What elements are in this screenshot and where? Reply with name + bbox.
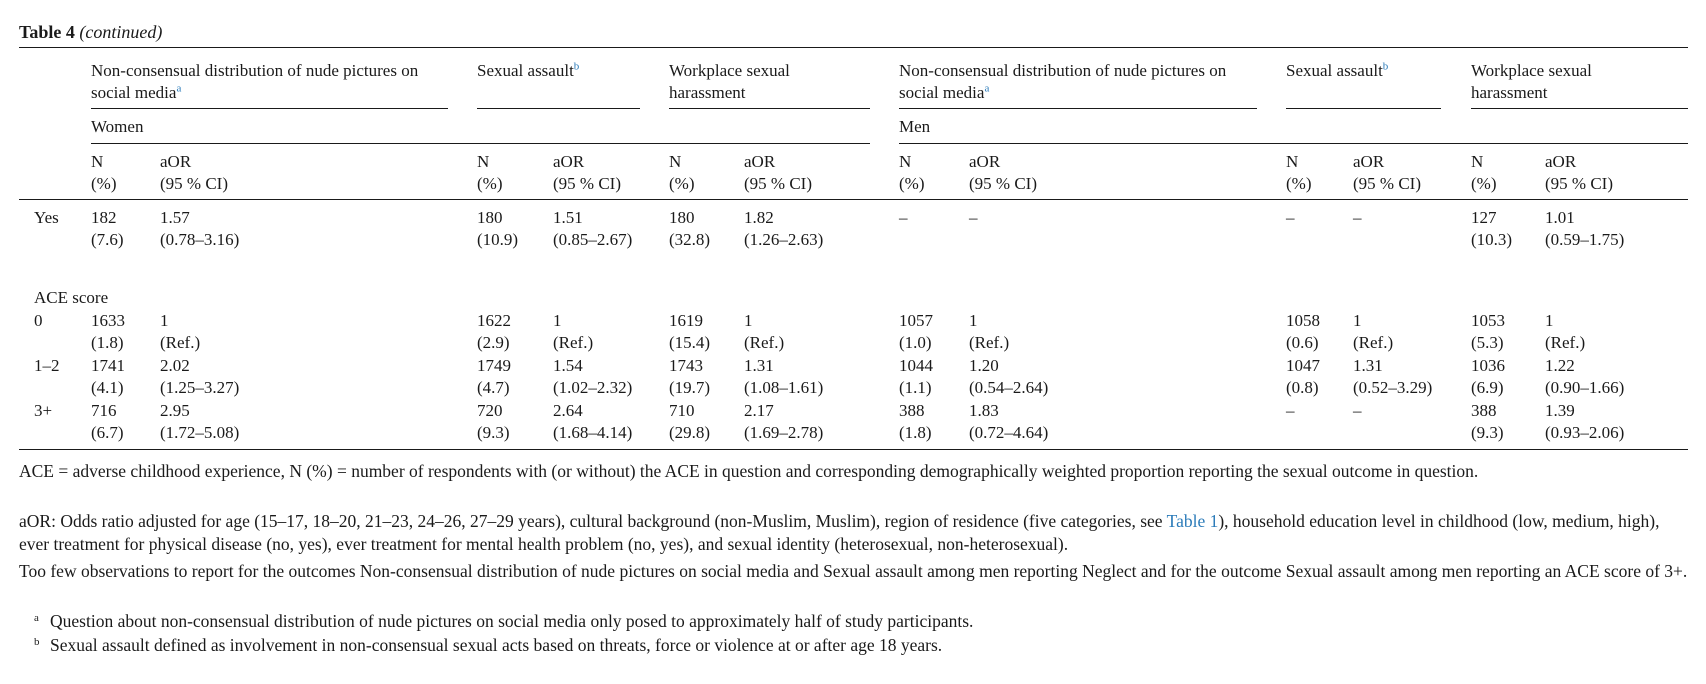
cell: 1.20 (0.54–2.64) [969,356,1049,397]
cell: 1.82 (1.26–2.63) [744,208,824,249]
header-men-sa: Sexual assault$^b$ [1286,60,1389,80]
subheader-c3-aor: aOR (95 % CI) [744,152,812,193]
subheader-c4-n: N (%) [899,152,925,193]
cell: 1047 (0.8) [1286,356,1320,397]
cell: – [899,208,908,227]
cell: 1 (Ref.) [1353,311,1394,352]
cell: 182 (7.6) [91,208,124,249]
footnote-aor-definition: aOR: Odds ratio adjusted for age (15–17, 18–20, 21–23, 24–26, 27–29 years), cultural background (non-Muslim, Muslim), region of residence (five categories, see Table 1), household education level in childhood (low, medium, high), ever treatment for physical disease (no, yes), ever treatment for mental health problem (no, yes), and sexual identity (heterosexual, non-heterosexual). [19,511,1660,554]
cell: 180 (10.9) [477,208,519,249]
rule-women-ncd [91,108,448,109]
cell: 1058 (0.6) [1286,311,1320,352]
cell: 1.51 (0.85–2.67) [553,208,633,249]
cell: 716 (6.7) [91,401,124,442]
subheader-c4-aor: aOR (95 % CI) [969,152,1037,193]
cell: – [1353,208,1362,227]
cell: 1.57 (0.78–3.16) [160,208,240,249]
subheader-c6-aor: aOR (95 % CI) [1545,152,1613,193]
table-bottom-rule [19,449,1688,450]
header-women-ncd: Non-consensual distribution of nude pictures on social media$^a$ [91,61,419,102]
header-women-wsh: Workplace sexual harassment [669,61,790,102]
cell: 1 (Ref.) [969,311,1010,352]
cell: 127 (10.3) [1471,208,1513,249]
row-label-yes: Yes [34,208,59,227]
table-label: Table 4 [19,22,75,42]
top-rule [19,47,1688,48]
cell: 1.83 (0.72–4.64) [969,401,1049,442]
cell: 2.64 (1.68–4.14) [553,401,633,442]
cell: 1 (Ref.) [1545,311,1586,352]
cell: 1743 (19.7) [669,356,711,397]
rule-men-sa [1286,108,1441,109]
cell: 388 (1.8) [899,401,932,442]
subheader-c5-aor: aOR (95 % CI) [1353,152,1421,193]
cell: 1057 (1.0) [899,311,933,352]
subheader-c2-n: N (%) [477,152,503,193]
header-bottom-rule [19,199,1688,200]
cell: 1.01 (0.59–1.75) [1545,208,1625,249]
cell: – [1353,401,1362,420]
cell: 1749 (4.7) [477,356,511,397]
rule-women-wsh [669,108,870,109]
cell: – [1286,208,1295,227]
cell: 1053 (5.3) [1471,311,1505,352]
cell: 1.31 (0.52–3.29) [1353,356,1433,397]
group-women: Women [91,117,144,136]
row-label: 3+ [34,401,53,420]
cell: 1 (Ref.) [744,311,785,352]
cell: 1.22 (0.90–1.66) [1545,356,1625,397]
rule-women-sa [477,108,640,109]
cell: 1619 (15.4) [669,311,711,352]
subheader-c1-aor: aOR (95 % CI) [160,152,228,193]
cell: 388 (9.3) [1471,401,1504,442]
table-1-link[interactable]: Table 1 [1166,511,1219,531]
subheader-c3-n: N (%) [669,152,695,193]
rule-men-ncd [899,108,1257,109]
cell: 1.54 (1.02–2.32) [553,356,633,397]
subheader-c6-n: N (%) [1471,152,1497,193]
header-men-ncd: Non-consensual distribution of nude pictures on social media$^a$ [899,61,1227,102]
cell: 2.17 (1.69–2.78) [744,401,824,442]
group-men: Men [899,117,931,136]
cell: 1.31 (1.08–1.61) [744,356,824,397]
cell: 1.39 (0.93–2.06) [1545,401,1625,442]
cell: 2.95 (1.72–5.08) [160,401,240,442]
rule-men-group [899,143,1688,144]
cell: 2.02 (1.25–3.27) [160,356,240,397]
header-men-wsh: Workplace sexual harassment [1471,61,1592,102]
table-title [19,22,162,43]
cell: 1 (Ref.) [160,311,201,352]
ace-score-label: ACE score [34,288,109,307]
rule-men-wsh [1471,108,1688,109]
subheader-c5-n: N (%) [1286,152,1312,193]
footnote-ace-definition: ACE = adverse childhood experience, N (%) = number of respondents with (or without) the ACE in question and corresponding demographically weighted proportion reporting the sexual outcome in question. [19,461,1479,481]
cell: 710 (29.8) [669,401,711,442]
cell: 1044 (1.1) [899,356,933,397]
header-women-sa: Sexual assault$^b$ [477,60,580,80]
cell: 1741 (4.1) [91,356,125,397]
footnote-a: a Question about non-consensual distribution of nude pictures on social media only posed to approximately half of study participants. [34,611,974,631]
footnote-too-few: Too few observations to report for the outcomes Non-consensual distribution of nude pictures on social media and Sexual assault among men reporting Neglect and for the outcome Sexual assault among men reporting an ACE score of 3+. [19,561,1688,581]
cell: 1633 (1.8) [91,311,125,352]
row-label: 0 [34,311,43,330]
cell: 1 (Ref.) [553,311,594,352]
subheader-c1-n: N (%) [91,152,117,193]
subheader-c2-aor: aOR (95 % CI) [553,152,621,193]
cell: – [969,208,978,227]
cell: – [1286,401,1295,420]
cell: 720 (9.3) [477,401,510,442]
cell: 1622 (2.9) [477,311,511,352]
cell: 1036 (6.9) [1471,356,1505,397]
footnote-b: b Sexual assault defined as involvement in non-consensual sexual acts based on threats, force or violence at or after age 18 years. [34,635,943,655]
row-label: 1–2 [34,356,60,375]
cell: 180 (32.8) [669,208,711,249]
table-continued: (continued) [79,22,163,42]
rule-women-group [91,143,870,144]
